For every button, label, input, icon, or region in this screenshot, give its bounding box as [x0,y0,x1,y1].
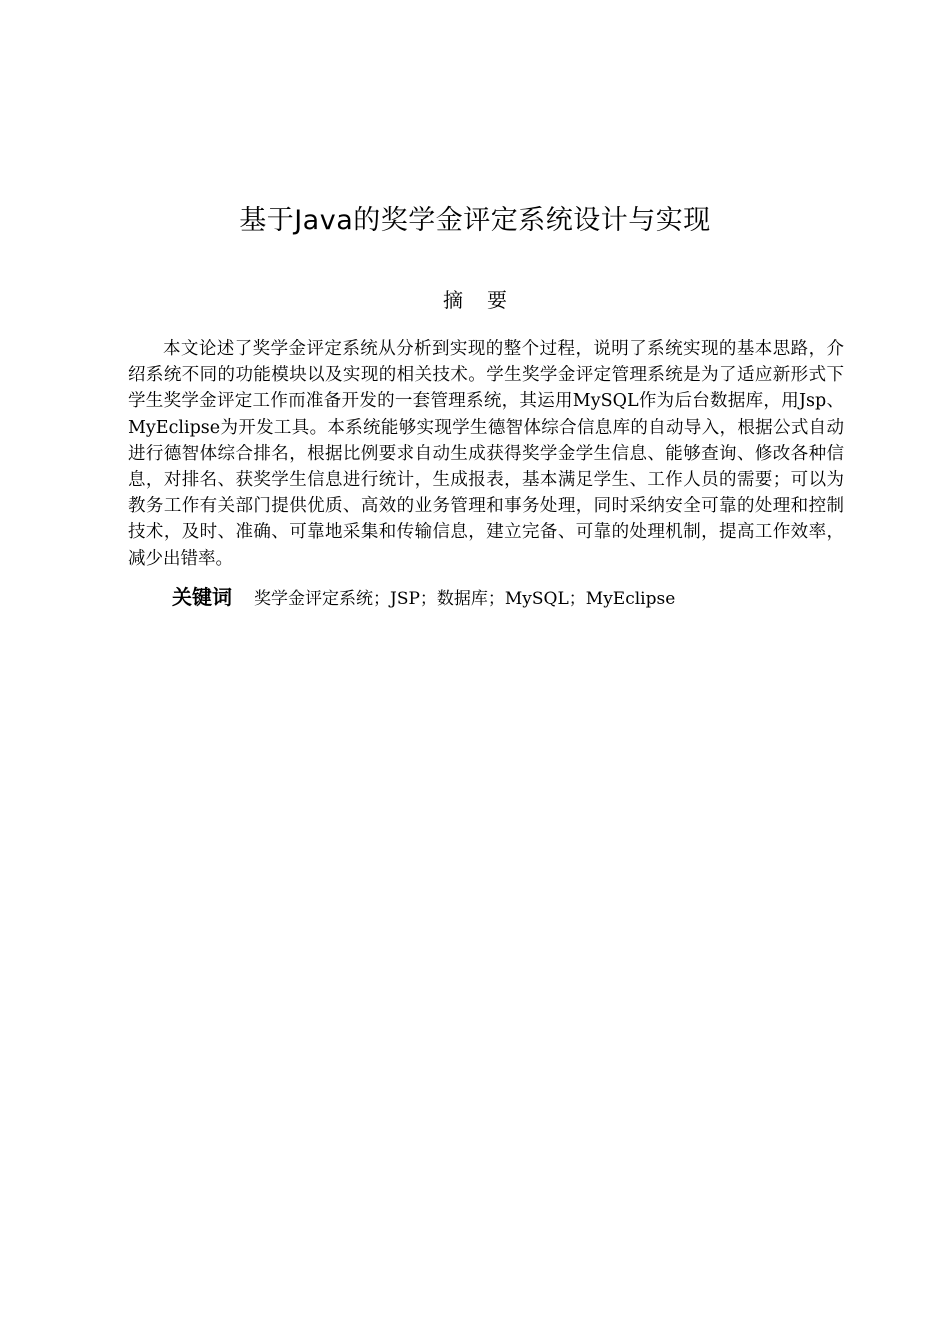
abstract-body: 本文论述了奖学金评定系统从分析到实现的整个过程，说明了系统实现的基本思路，介绍系统不同的功能模块以及实现的相关技术。学生奖学金评定管理系统是为了适应新形式下学生奖学金评定工作而准备开发的一套管理系统，其运用MySQL作为后台数据库，用Jsp、MyEclipse为开发工具。本系统能够实现学生德智体综合信息库的自动导入，根据公式自动进行德智体综合排名，根据比例要求自动生成获得奖学金学生信息、能够查询、修改各种信息，对排名、获奖学生信息进行统计，生成报表，基本满足学生、工作人员的需要；可以为教务工作有关部门提供优质、高效的业务管理和事务处理，同时采纳安全可靠的处理和控制技术，及时、准确、可靠地采集和传输信息，建立完备、可靠的处理机制，提高工作效率，减少出错率。 [128,339,844,569]
keywords-text: 奖学金评定系统；JSP；数据库；MySQL；MyEclipse [254,589,676,609]
paper-title: 基于Java的奖学金评定系统设计与实现 [239,205,711,236]
keywords-label: 关键词 [172,585,232,609]
keywords-line [172,583,852,613]
abstract-heading: 摘要 [443,288,531,312]
